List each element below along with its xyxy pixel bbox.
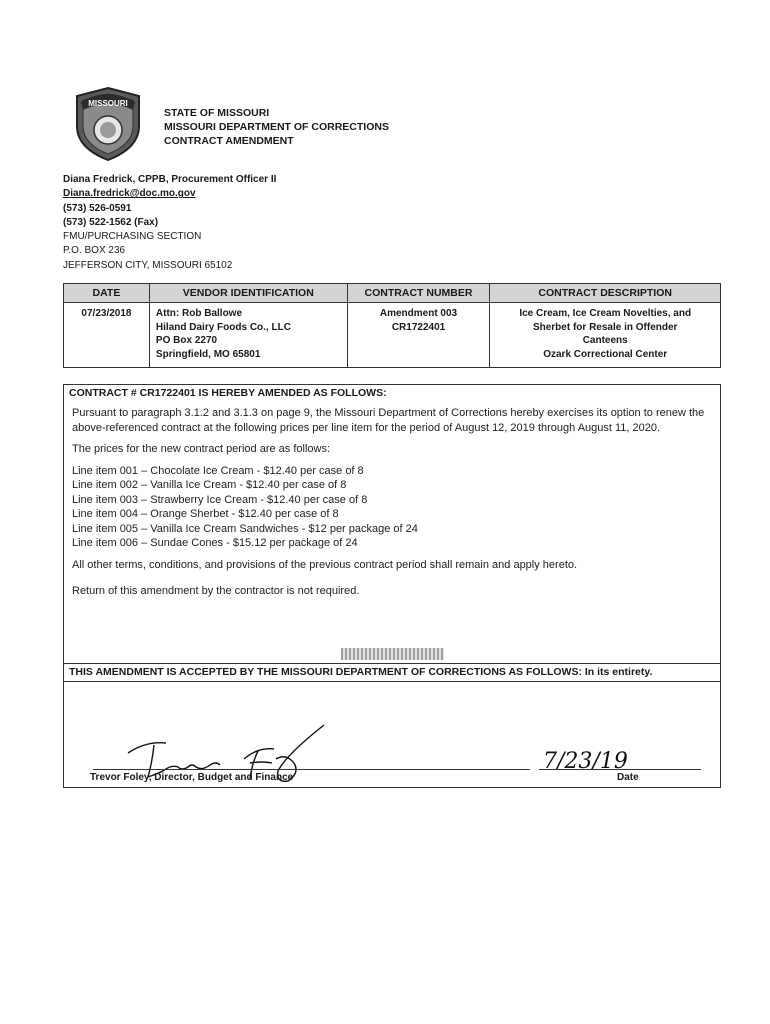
cell-description: [490, 303, 721, 368]
line-item: Line item 006 – Sundae Cones - $15.12 per package of 24: [72, 537, 358, 549]
contact-phone: (573) 526-0591: [63, 202, 132, 214]
prices-intro: The prices for the new contract period are as follows:: [72, 443, 331, 455]
amendment-number: Amendment 003: [379, 308, 458, 319]
signer-name: Trevor Foley, Director, Budget and Finance: [90, 772, 294, 783]
header-contract-number: CONTRACT NUMBER: [347, 284, 490, 303]
amendment-body: [72, 406, 712, 599]
line-item: Line item 004 – Orange Sherbet - $12.40 per case of 8: [72, 508, 339, 520]
header-date: DATE: [64, 284, 150, 303]
line-item: Line item 005 – Vanilla Ice Cream Sandwiches - $12 per package of 24: [72, 522, 418, 535]
line-item: Line item 001 – Chocolate Ice Cream - $12.40 per case of 8: [72, 464, 364, 477]
contract-id: CR1722401: [391, 321, 446, 333]
contact-city: JEFFERSON CITY, MISSOURI 65102: [63, 259, 233, 271]
vendor-company: Hiland Dairy Foods Co., LLC: [155, 321, 291, 333]
contact-po-box: P.O. BOX 236: [63, 245, 126, 257]
return-note: Return of this amendment by the contractor is not required.: [72, 585, 360, 597]
cell-contract-number: [347, 303, 490, 368]
contact-email-link[interactable]: Diana.fredrick@doc.mo.gov: [63, 188, 196, 200]
header-title: [164, 106, 389, 148]
signature-line: [93, 769, 530, 770]
svg-text:MISSOURI: MISSOURI: [88, 99, 128, 108]
cell-vendor: [149, 303, 347, 368]
date-line: [539, 769, 701, 770]
table-row: [64, 303, 721, 368]
description-line: Ice Cream, Ice Cream Novelties, and: [519, 308, 692, 319]
amendment-paragraph: Pursuant to paragraph 3.1.2 and 3.1.3 on page 9, the Missouri Department of Corrections hereby exercises its option to renew the above-referenced contract at the following prices per line item for the period of August 12, 2019 through August 11, 2020.: [72, 407, 705, 434]
contract-info-table: [63, 283, 721, 368]
contact-block: [63, 173, 276, 273]
contact-fax: (573) 522-1562 (Fax): [63, 216, 159, 228]
table-header-row: [64, 284, 721, 303]
description-line: Sherbet for Resale in Offender: [532, 321, 678, 333]
header-description: CONTRACT DESCRIPTION: [490, 284, 721, 303]
line-item: Line item 003 – Strawberry Ice Cream - $12.40 per case of 8: [72, 493, 368, 506]
missouri-doc-seal-icon: [73, 86, 143, 162]
divider: [64, 681, 720, 682]
line-item: Line item 002 – Vanilla Ice Cream - $12.40 per case of 8: [72, 479, 347, 491]
header-state: STATE OF MISSOURI: [164, 107, 270, 119]
terms-statement: All other terms, conditions, and provisions of the previous contract period shall remain and apply hereto.: [72, 558, 578, 571]
acceptance-statement: THIS AMENDMENT IS ACCEPTED BY THE MISSOURI DEPARTMENT OF CORRECTIONS AS FOLLOWS: In its entirety.: [69, 666, 653, 678]
svg-text:7/23/19: 7/23/19: [543, 749, 628, 774]
description-line: Canteens: [582, 335, 628, 346]
header-vendor: VENDOR IDENTIFICATION: [149, 284, 347, 303]
header-department: MISSOURI DEPARTMENT OF CORRECTIONS: [164, 121, 389, 133]
vendor-po-box: PO Box 2270: [155, 335, 218, 346]
amendment-title: CONTRACT # CR1722401 IS HEREBY AMENDED AS FOLLOWS:: [69, 387, 387, 399]
contact-name: Diana Fredrick, CPPB, Procurement Officer II: [63, 174, 277, 185]
divider: [64, 663, 720, 664]
vendor-city: Springfield, MO 65801: [155, 348, 261, 360]
vendor-attn: Attn: Rob Ballowe: [155, 308, 243, 319]
amendment-box: [63, 384, 721, 788]
received-stamp: [341, 648, 444, 660]
header-doc-type: CONTRACT AMENDMENT: [164, 135, 294, 147]
date-label: Date: [617, 772, 639, 783]
cell-date: 07/23/2018: [64, 303, 150, 368]
description-line: Ozark Correctional Center: [543, 348, 668, 360]
contact-section: FMU/PURCHASING SECTION: [63, 231, 202, 243]
